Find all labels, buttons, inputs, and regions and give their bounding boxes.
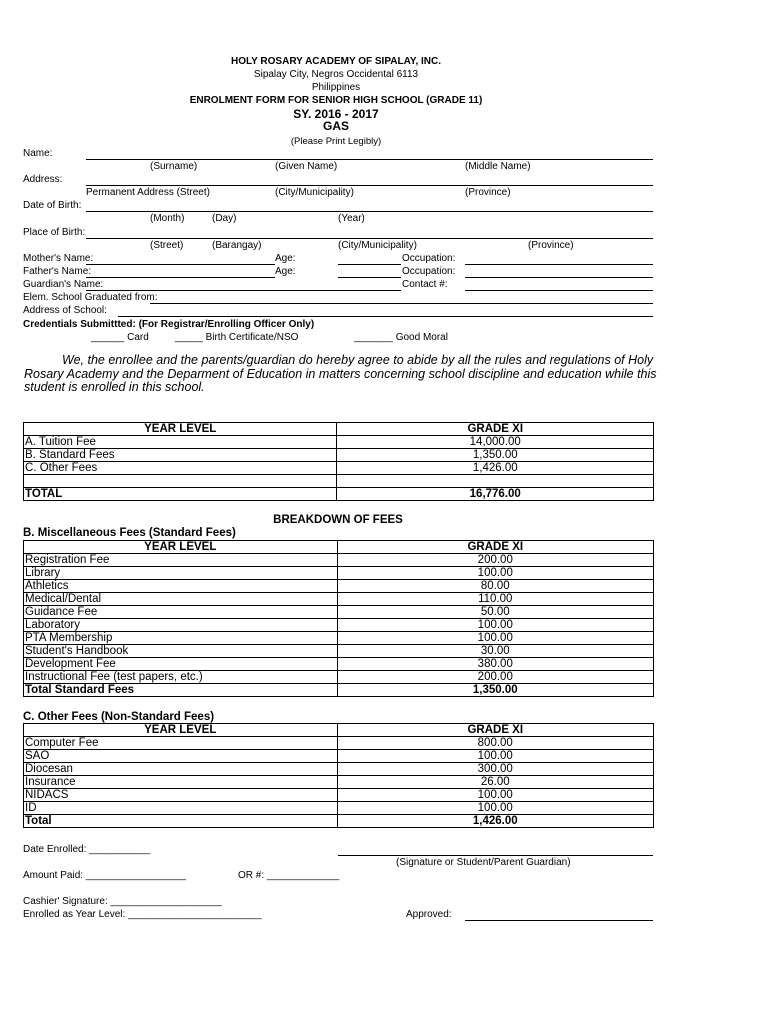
table-header xyxy=(24,423,654,436)
fee-label: A. Tuition Fee xyxy=(24,436,337,449)
table-row xyxy=(24,436,654,449)
name-label: Name: xyxy=(23,148,53,159)
fee-label: Athletics xyxy=(24,580,338,593)
fee-value: 26.00 xyxy=(337,776,654,789)
mother-label: Mother's Name: xyxy=(23,253,94,264)
table-row xyxy=(24,632,654,645)
total-row xyxy=(24,815,654,828)
fee-value: 100.00 xyxy=(337,789,654,802)
address-label: Address: xyxy=(23,174,63,185)
fee-value xyxy=(337,475,654,488)
good-moral-check[interactable]: _______ Good Moral xyxy=(354,332,448,343)
table-row xyxy=(24,789,654,802)
school-country: Philippines xyxy=(311,82,361,93)
credentials-title: Credentials Submittted: (For Registrar/Enrolling Officer Only) xyxy=(23,319,315,330)
elem-school-line[interactable] xyxy=(150,303,653,304)
signature-caption: (Signature or Student/Parent Guardian) xyxy=(396,857,571,868)
fee-label: Registration Fee xyxy=(24,554,338,567)
father-line[interactable] xyxy=(86,277,275,278)
guardian-label: Guardian's Name: xyxy=(23,279,104,290)
fee-label: Medical/Dental xyxy=(24,593,338,606)
or-number-field[interactable]: OR #: _____________ xyxy=(238,870,340,881)
card-check[interactable]: ______ Card xyxy=(91,332,149,343)
year-caption: (Year) xyxy=(338,213,365,224)
fee-label: Guidance Fee xyxy=(24,606,338,619)
fee-label: C. Other Fees xyxy=(24,462,337,475)
fee-value: 30.00 xyxy=(337,645,653,658)
cashier-signature-field[interactable]: Cashier' Signature: ____________________ xyxy=(23,896,222,907)
column-header: YEAR LEVEL xyxy=(24,541,338,554)
pob-province-caption: (Province) xyxy=(528,240,574,251)
table-row xyxy=(24,619,654,632)
school-year: SY. 2016 - 2017 xyxy=(293,107,379,121)
total-row xyxy=(24,684,654,697)
fee-value: 14,000.00 xyxy=(337,436,654,449)
mother-occupation-label: Occupation: xyxy=(402,253,456,264)
birth-cert-check[interactable]: _____ Birth Certificate/NSO xyxy=(175,332,299,343)
column-header: GRADE XI xyxy=(337,541,653,554)
fee-label: Instructional Fee (test papers, etc.) xyxy=(24,671,338,684)
total-label: Total Standard Fees xyxy=(24,684,338,697)
breakdown-title: BREAKDOWN OF FEES xyxy=(273,514,403,526)
fee-value: 1,426.00 xyxy=(337,462,654,475)
surname-caption: (Surname) xyxy=(150,161,198,172)
fee-label: Diocesan xyxy=(24,763,338,776)
column-header: GRADE XI xyxy=(337,423,654,436)
table-row xyxy=(24,763,654,776)
name-line[interactable] xyxy=(86,159,653,160)
fee-label: Laboratory xyxy=(24,619,338,632)
father-age-line[interactable] xyxy=(338,277,401,278)
table-row xyxy=(24,802,654,815)
table-header xyxy=(24,541,654,554)
mother-age-label: Age: xyxy=(275,253,296,264)
fee-label: Development Fee xyxy=(24,658,338,671)
school-address-label: Address of School: xyxy=(23,305,107,316)
fee-value: 800.00 xyxy=(337,737,654,750)
barangay-caption: (Barangay) xyxy=(212,240,262,251)
street-caption: Permanent Address (Street) xyxy=(86,187,210,198)
fee-label: PTA Membership xyxy=(24,632,338,645)
table-row xyxy=(24,567,654,580)
misc-title: B. Miscellaneous Fees (Standard Fees) xyxy=(23,527,236,539)
total-value: 1,426.00 xyxy=(337,815,654,828)
summary-table xyxy=(23,422,654,501)
pob-street-caption: (Street) xyxy=(150,240,184,251)
fee-value: 200.00 xyxy=(337,671,653,684)
total-label: TOTAL xyxy=(24,488,337,501)
father-occupation-label: Occupation: xyxy=(402,266,456,277)
fee-value: 100.00 xyxy=(337,750,654,763)
address-line[interactable] xyxy=(86,185,653,186)
total-label: Total xyxy=(24,815,338,828)
father-age-label: Age: xyxy=(275,266,296,277)
total-value: 1,350.00 xyxy=(337,684,653,697)
form-title: ENROLMENT FORM FOR SENIOR HIGH SCHOOL (GRADE 11) xyxy=(189,95,483,106)
table-row xyxy=(24,449,654,462)
table-row xyxy=(24,580,654,593)
fee-value: 100.00 xyxy=(337,632,653,645)
contact-line[interactable] xyxy=(465,290,653,291)
table-row xyxy=(24,658,654,671)
table-row xyxy=(24,776,654,789)
fee-value: 50.00 xyxy=(337,606,653,619)
strand: GAS xyxy=(322,119,349,133)
table-row xyxy=(24,475,654,488)
column-header: GRADE XI xyxy=(337,724,654,737)
province-caption: (Province) xyxy=(465,187,511,198)
pob-line[interactable] xyxy=(86,238,653,239)
table-row xyxy=(24,645,654,658)
father-occupation-line[interactable] xyxy=(465,277,653,278)
table-row xyxy=(24,593,654,606)
elem-school-label: Elem. School Graduated from: xyxy=(23,292,158,303)
father-label: Father's Name: xyxy=(23,266,92,277)
fee-value: 110.00 xyxy=(337,593,653,606)
table-row xyxy=(24,750,654,763)
approved-line[interactable] xyxy=(465,920,653,921)
column-header: YEAR LEVEL xyxy=(24,724,338,737)
city-caption: (City/Municipality) xyxy=(275,187,354,198)
pob-label: Place of Birth: xyxy=(23,227,86,238)
agreement-text: We, the enrollee and the parents/guardian do hereby agree to abide by all the rules and regulations of Holy Rosary Academy and the Deparment of Education in matters concerning school discipline and education while this student is enrolled in this school. xyxy=(24,353,657,394)
fee-label: B. Standard Fees xyxy=(24,449,337,462)
school-address: Sipalay City, Negros Occidental 6113 xyxy=(253,69,419,80)
date-enrolled-field[interactable]: Date Enrolled: ___________ xyxy=(23,844,151,855)
table-header xyxy=(24,724,654,737)
fee-value: 1,350.00 xyxy=(337,449,654,462)
school-name: HOLY ROSARY ACADEMY OF SIPALAY, INC. xyxy=(230,56,442,67)
table-row xyxy=(24,606,654,619)
enrolled-year-level-field[interactable]: Enrolled as Year Level: ________________________ xyxy=(23,909,262,920)
total-row xyxy=(24,488,654,501)
table-row xyxy=(24,737,654,750)
other-fees-table xyxy=(23,723,654,828)
dob-label: Date of Birth: xyxy=(23,200,82,211)
fee-value: 100.00 xyxy=(337,567,653,580)
dob-line[interactable] xyxy=(86,211,653,212)
fee-value: 380.00 xyxy=(337,658,653,671)
fee-value: 100.00 xyxy=(337,619,653,632)
amount-paid-field[interactable]: Amount Paid: __________________ xyxy=(23,870,186,881)
fee-label: Library xyxy=(24,567,338,580)
fee-label xyxy=(24,475,337,488)
fee-label: Insurance xyxy=(24,776,338,789)
fee-value: 80.00 xyxy=(337,580,653,593)
fee-value: 200.00 xyxy=(337,554,653,567)
fee-label: Computer Fee xyxy=(24,737,338,750)
misc-fees-table xyxy=(23,540,654,697)
pob-city-caption: (City/Municipality) xyxy=(338,240,417,251)
signature-line[interactable] xyxy=(338,855,653,856)
other-fees-title: C. Other Fees (Non-Standard Fees) xyxy=(23,711,215,723)
total-value: 16,776.00 xyxy=(337,488,654,501)
mother-age-line[interactable] xyxy=(338,264,401,265)
mother-occupation-line[interactable] xyxy=(465,264,653,265)
guardian-line[interactable] xyxy=(86,290,401,291)
given-name-caption: (Given Name) xyxy=(275,161,338,172)
fee-label: Student's Handbook xyxy=(24,645,338,658)
school-address-line[interactable] xyxy=(118,316,653,317)
middle-name-caption: (Middle Name) xyxy=(465,161,531,172)
agreement-paragraph xyxy=(24,354,694,395)
contact-label: Contact #: xyxy=(402,279,448,290)
month-caption: (Month) xyxy=(150,213,185,224)
fee-value: 300.00 xyxy=(337,763,654,776)
table-row xyxy=(24,671,654,684)
table-row xyxy=(24,462,654,475)
print-note: (Please Print Legibly) xyxy=(290,136,382,147)
fee-label: SAO xyxy=(24,750,338,763)
day-caption: (Day) xyxy=(212,213,237,224)
fee-value: 100.00 xyxy=(337,802,654,815)
fee-label: NIDACS xyxy=(24,789,338,802)
mother-line[interactable] xyxy=(86,264,275,265)
column-header: YEAR LEVEL xyxy=(24,423,337,436)
approved-label: Approved: xyxy=(406,909,452,920)
table-row xyxy=(24,554,654,567)
fee-label: ID xyxy=(24,802,338,815)
